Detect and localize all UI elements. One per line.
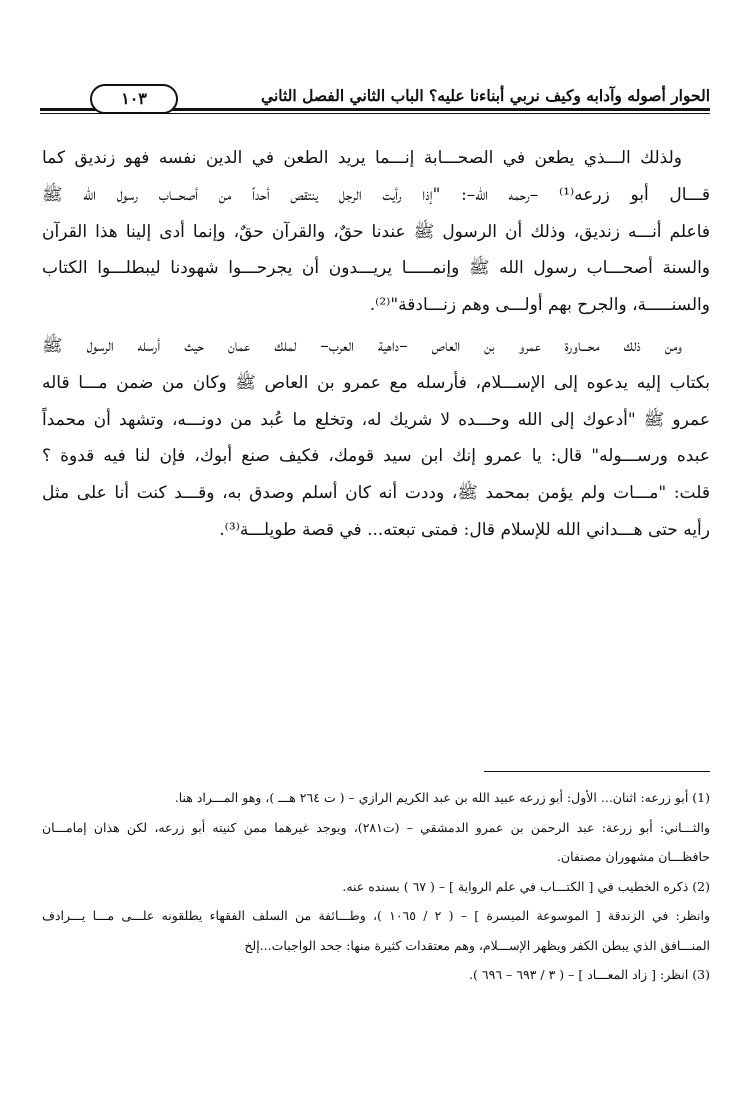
footnote-line: (3) انظر: [ زاد المعـــاد ] – ( ٣ / ٦٩٣ – ٦٩٦ ).: [469, 967, 710, 982]
paragraph-2: [42, 328, 710, 549]
text-line: رأيه حتى هـــداني الله للإسلام قال: فمتى تبعته... في قصة طويلـــة⁽³⁾.: [219, 519, 710, 540]
footnotes: [42, 783, 710, 990]
header-title: الحوار أصوله وآدابه وكيف نربي أبناءنا عليه؟ الباب الثاني الفصل الثاني: [261, 86, 710, 105]
text-line: ولذلك الـــذي يطعن في الصحـــابة إنـــما يريد الطعن في الدين نفسه فهو زنديق كما: [42, 148, 682, 168]
text-line: عمرو ﷺ "أدعوك إلى الله وحـــده لا شريك له، وتخلع ما عُبد من دونـــه، وتشهد أن محمداً: [42, 409, 710, 430]
paragraph-1: [42, 140, 710, 324]
footnote-separator: [484, 771, 710, 772]
footnote-line: وانظر: في الزندقة [ الموسوعة الميسرة ] – ( ٢ / ١٠٦٥ )، وطـــائفة من السلف الفقهاء يطلقونه علـــى مـــا يـــرادف: [42, 908, 710, 923]
text-line: ومن ذلك محـــاورة عمرو بن العاص –داهية العرب– لملك عمان حيث أرسله الرسول ﷺ: [42, 335, 682, 356]
footnote-line: حافظـــان مشهوران مصنفان.: [556, 849, 710, 864]
text-line: بكتاب إليه يدعوه إلى الإســـلام، فأرسله مع عمرو بن العاص ﷺ وكان من ضمن مـــا قاله: [42, 372, 710, 393]
text-line: قـــال أبو زرعه⁽¹⁾ –رحمه الله–: "إذا رأيت الرجل ينتقص أحداً من أصحـــاب رسول الله ﷺ: [42, 184, 711, 205]
page-number: ١٠٣: [90, 84, 178, 114]
text-line: عبده ورســـوله" قال: يا عمرو إنك ابن سيد قومك، فكيف صنع أبوك، فإن لنا فيه قدوة ؟: [42, 446, 710, 467]
running-header: [40, 84, 710, 118]
text-line: قلت: "مـــات ولم يؤمن بمحمد ﷺ، وددت أنه كان أسلم وصدق به، وقـــد كنت أنا على مثل: [42, 483, 710, 504]
text-line: والسنـــــة، والجرح بهم أولـــى وهم زنـــادقة"⁽²⁾.: [369, 295, 710, 316]
footnote-line: المنـــافق الذي يبطن الكفر ويظهر الإســـلام، وهم معتقدات كثيرة منها: جحد الواجبات...إلخ: [244, 937, 710, 953]
text-line: فاعلم أنـــه زنديق، وذلك أن الرسول ﷺ عندنا حقٌ، والقرآن حقٌ، وإنما أدى إلينا هذا القرآن: [42, 221, 710, 242]
footnote-line: (2) ذكره الخطيب في [ الكتـــاب في علم الرواية ] – ( ٦٧ ) بسنده عنه.: [342, 878, 710, 894]
footnote-line: والثـــاني: أبو زرعة: عبد الرحمن بن عمرو الدمشقي – (ت٢٨١)، ويوجد غيرهما ممن كنيته أبو زرعه، لكن هذان إمامـــان: [42, 819, 710, 835]
text-line: والسنة أصحـــاب رسول الله ﷺ وإنمـــــا يريـــدون أن يجرحـــوا شهودنا ليبطلـــوا الكتاب: [42, 258, 710, 279]
main-text: [42, 140, 710, 549]
footnote-line: (1) أبو زرعه: اثنان... الأول: أبو زرعه عبيد الله بن عبد الكريم الرازي – ( ت ٢٦٤ هـــ )، وهو المـــراد هنا.: [174, 790, 710, 805]
